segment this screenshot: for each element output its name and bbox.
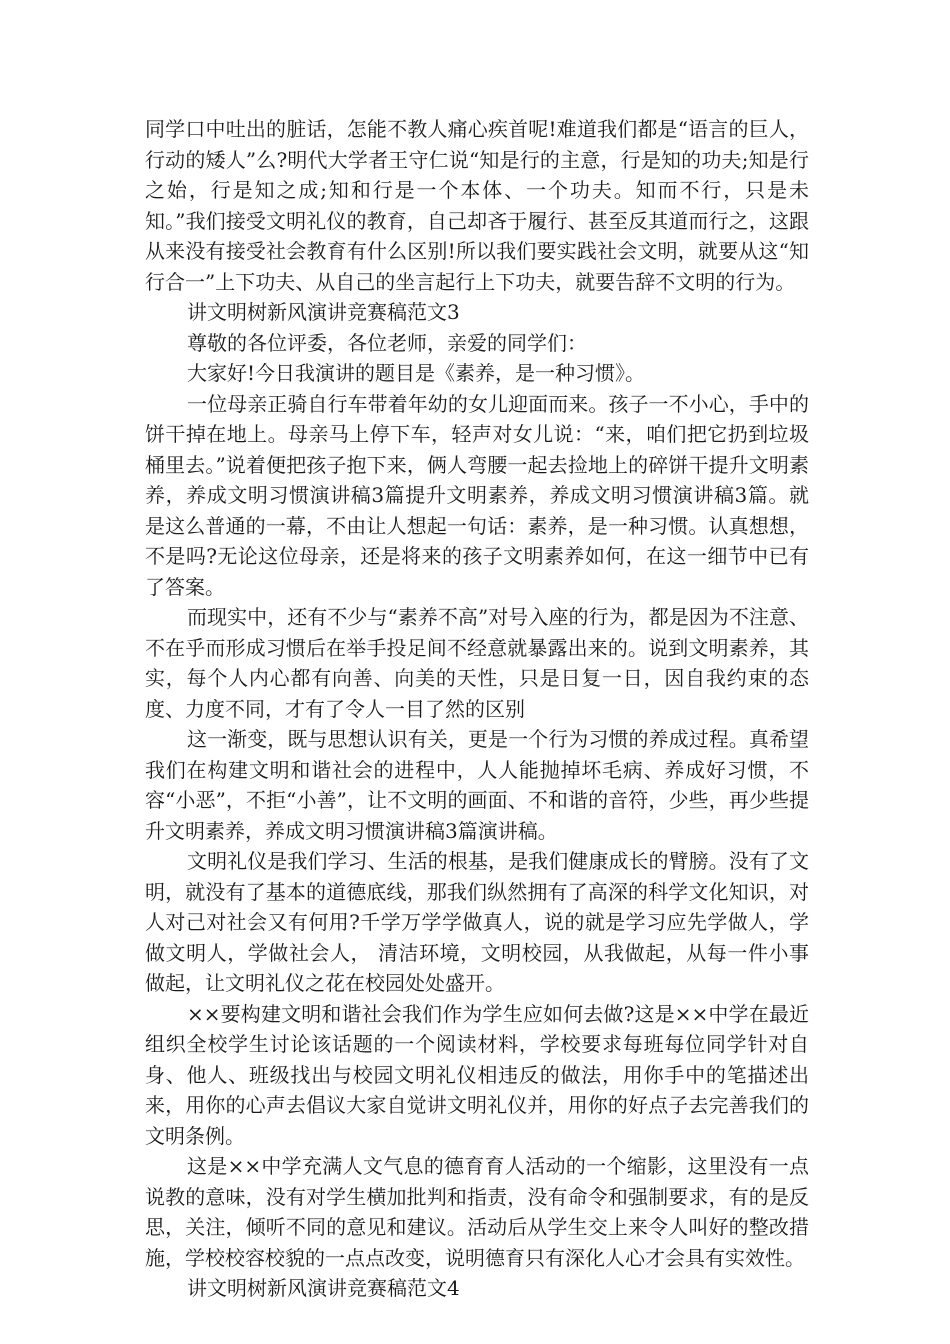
- section-heading-3: 讲文明树新风演讲竞赛稿范文3: [187, 300, 460, 324]
- speech-opening: 大家好!今日我演讲的题目是《素养，是一种习惯》。: [187, 361, 646, 385]
- paragraph-continuation: 同学口中吐出的脏话，怎能不教人痛心疾首呢!难道我们都是“语言的巨人，行动的矮人”么?明代大学者王守仁说“知是行的主意，行是知的功夫;知是行之始，行是知之成;知和行是一个本体、一个功夫。知而不行，只是未知。”我们接受文明礼仪的教育，自己却吝于履行、甚至反其道而行之，这跟从来没有接受社会教育有什么区别!所以我们要实践社会文明，就要从这“知行合一”上下功夫、从自己的坐言起行上下功夫，就要告辞不文明的行为。: [145, 117, 809, 294]
- salutation: 尊敬的各位评委，各位老师，亲爱的同学们：: [187, 330, 587, 355]
- paragraph-gradual-change: 这一渐变，既与思想认识有关，更是一个行为习惯的养成过程。真希望我们在构建文明和谐社会的进程中，人人能抛掉坏毛病、养成好习惯，不容“小恶”，不拒“小善”，让不文明的画面、不和谐的音符，少些，再少些提升文明素养，养成文明习惯演讲稿3篇演讲稿。: [145, 727, 809, 843]
- paragraph-moral-education: 这是××中学充满人文气息的德育育人活动的一个缩影，这里没有一点说教的意味，没有对学生横加批判和指责，没有命令和强制要求，有的是反思，关注，倾听不同的意见和建议。活动后从学生交上来令人叫好的整改措施，学校校容校貌的一点点改变，说明德育只有深化人心才会具有实效性。: [145, 1154, 809, 1270]
- paragraph-etiquette-foundation: 文明礼仪是我们学习、生活的根基，是我们健康成长的臂膀。没有了文明，就没有了基本的道德底线，那我们纵然拥有了高深的科学文化知识，对人对己对社会又有何用?千学万学学做真人，说的就是学习应先学做人，学做文明人，学做社会人， 清洁环境，文明校园，从我做起，从每一件小事做起，让文明礼仪之花在校园处处盛开。: [145, 849, 809, 995]
- paragraph-school-discussion: ××要构建文明和谐社会我们作为学生应如何去做?这是××中学在最近组织全校学生讨论该话题的一个阅读材料，学校要求每班每位同学针对自身、他人、班级找出与校园文明礼仪相违反的做法，用你手中的笔描述出来，用你的心声去倡议大家自觉讲文明礼仪并，用你的好点子去完善我们的文明条例。: [145, 1001, 809, 1148]
- paragraph-reality: 而现实中，还有不少与“素养不高”对号入座的行为，都是因为不注意、不在乎而形成习惯后在举手投足间不经意就暴露出来的。说到文明素养，其实，每个人内心都有向善、向美的天性，只是日复一日，因自我约束的态度、力度不同，才有了令人一目了然的区别: [145, 605, 809, 721]
- document-page: [145, 114, 809, 1304]
- section-heading-4: 讲文明树新风演讲竞赛稿范文4: [187, 1276, 460, 1300]
- paragraph-mother-story: 一位母亲正骑自行车带着年幼的女儿迎面而来。孩子一不小心，手中的饼干掉在地上。母亲马上停下车，轻声对女儿说：“来，咱们把它扔到垃圾桶里去。”说着便把孩子抱下来，俩人弯腰一起去捡地上的碎饼干提升文明素养，养成文明习惯演讲稿3篇提升文明素养，养成文明习惯演讲稿3篇。就是这么普通的一幕，不由让人想起一句话：素养，是一种习惯。认真想想，不是吗?无论这位母亲，还是将来的孩子文明素养如何，在这一细节中已有了答案。: [145, 391, 809, 599]
